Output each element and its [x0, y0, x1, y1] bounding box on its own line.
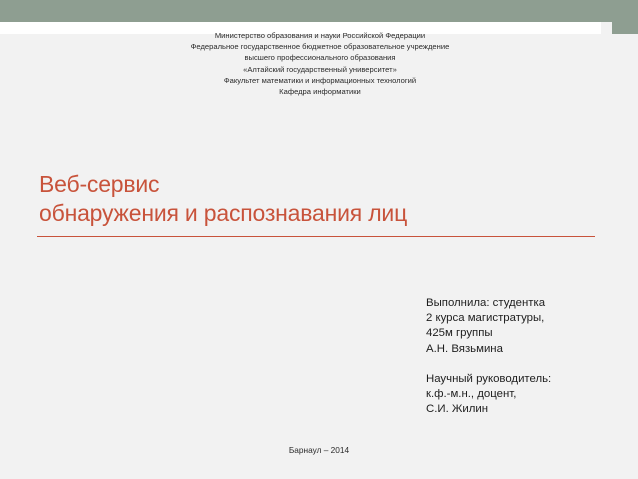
header-department: Кафедра информатики [279, 87, 361, 97]
footer-city-year: Барнаул – 2014 [288, 445, 350, 455]
slide-title [39, 170, 599, 228]
top-decor-corner [612, 22, 638, 34]
institution-header [100, 30, 540, 97]
author-info [426, 296, 626, 418]
header-education-level: высшего профессионального образования [244, 53, 396, 63]
top-decor-bar [0, 0, 638, 22]
performer-role: Выполнила: студентка [426, 297, 546, 309]
performer-group: 425м группы [426, 327, 493, 340]
author-spacer [426, 357, 626, 372]
title-line-2: обнаружения и распознавания лиц [39, 200, 408, 226]
header-university: «Алтайский государственный университет» [243, 64, 397, 74]
supervisor-name: С.И. Жилин [426, 403, 489, 416]
performer-course: 2 курса магистратуры, [426, 312, 545, 325]
performer-name: А.Н. Вязьмина [426, 342, 503, 355]
title-underline [37, 236, 595, 237]
header-ministry: Министерство образования и науки Российской Федерации [214, 31, 426, 40]
title-line-1: Веб-сервис [39, 171, 160, 197]
supervisor-role: Научный руководитель: [426, 373, 552, 385]
supervisor-degree: к.ф.-м.н., доцент, [426, 388, 517, 401]
header-faculty: Факультет математики и информационных технологий [223, 75, 417, 85]
header-institution-type: Федеральное государственное бюджетное образовательное учреждение [190, 42, 450, 52]
